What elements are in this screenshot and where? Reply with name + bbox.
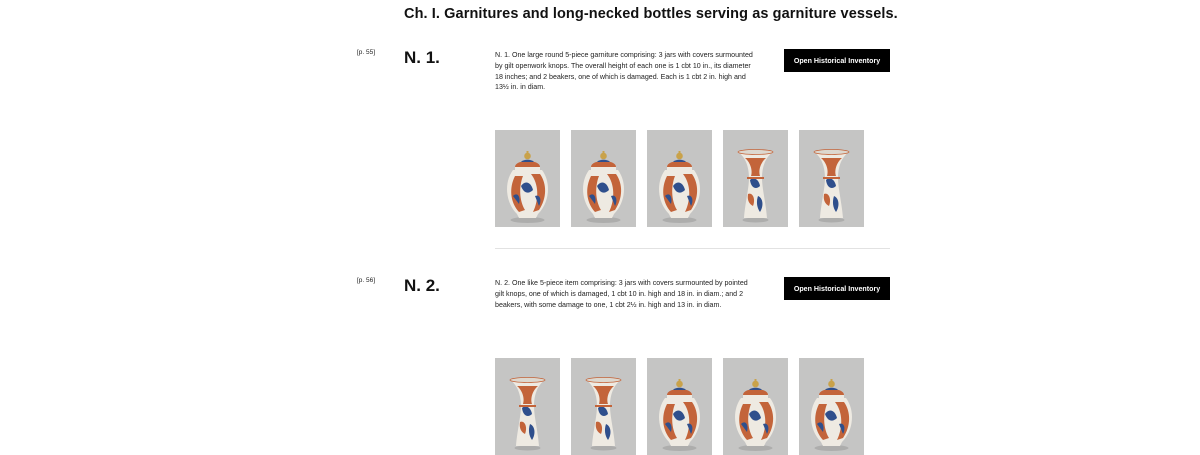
open-historical-inventory-button[interactable]: Open Historical Inventory — [784, 277, 890, 300]
object-thumbnail[interactable] — [571, 130, 636, 227]
object-thumbnail[interactable] — [571, 358, 636, 455]
entry-number: N. 1. — [404, 48, 440, 67]
page-reference: [p. 55] — [357, 49, 376, 56]
beaker-vase-image — [571, 358, 636, 455]
covered-jar-image — [647, 130, 712, 227]
covered-jar-image — [495, 130, 560, 227]
object-thumbnail[interactable] — [723, 130, 788, 227]
beaker-vase-image — [723, 130, 788, 227]
open-historical-inventory-button[interactable]: Open Historical Inventory — [784, 49, 890, 72]
object-thumbnail[interactable] — [723, 358, 788, 455]
object-thumbnail[interactable] — [799, 358, 864, 455]
entry-divider — [495, 248, 890, 249]
entry-description: N. 1. One large round 5-piece garniture comprising: 3 jars with covers surmounted by gilt openwork knops. The overall height of each one is 1 cbt 10 in., its diameter 18 inches; and 2 beakers, one of which is damaged. Each is 1 cbt 2 in. high and 13½ in. in diam. — [495, 51, 753, 92]
beaker-vase-image — [799, 130, 864, 227]
object-thumbnail[interactable] — [495, 130, 560, 227]
covered-jar-image — [799, 358, 864, 455]
page-reference: [p. 56] — [357, 277, 376, 284]
covered-jar-image — [723, 358, 788, 455]
image-gallery — [495, 130, 864, 227]
entry-number: N. 2. — [404, 276, 440, 295]
object-thumbnail[interactable] — [647, 358, 712, 455]
object-thumbnail[interactable] — [647, 130, 712, 227]
covered-jar-image — [571, 130, 636, 227]
covered-jar-image — [647, 358, 712, 455]
chapter-title: Ch. I. Garnitures and long-necked bottles serving as garniture vessels. — [404, 6, 898, 22]
image-gallery — [495, 358, 864, 455]
object-thumbnail[interactable] — [495, 358, 560, 455]
beaker-vase-image — [495, 358, 560, 455]
entry-description: N. 2. One like 5-piece item comprising: 3 jars with covers surmounted by pointed gilt knops, one of which is damaged, 1 cbt 10 in. high and 18 in. in diam.; and 2 beakers, with some damage to one, 1 cbt 2½ in. high and 13 in. in diam. — [495, 279, 748, 309]
object-thumbnail[interactable] — [799, 130, 864, 227]
